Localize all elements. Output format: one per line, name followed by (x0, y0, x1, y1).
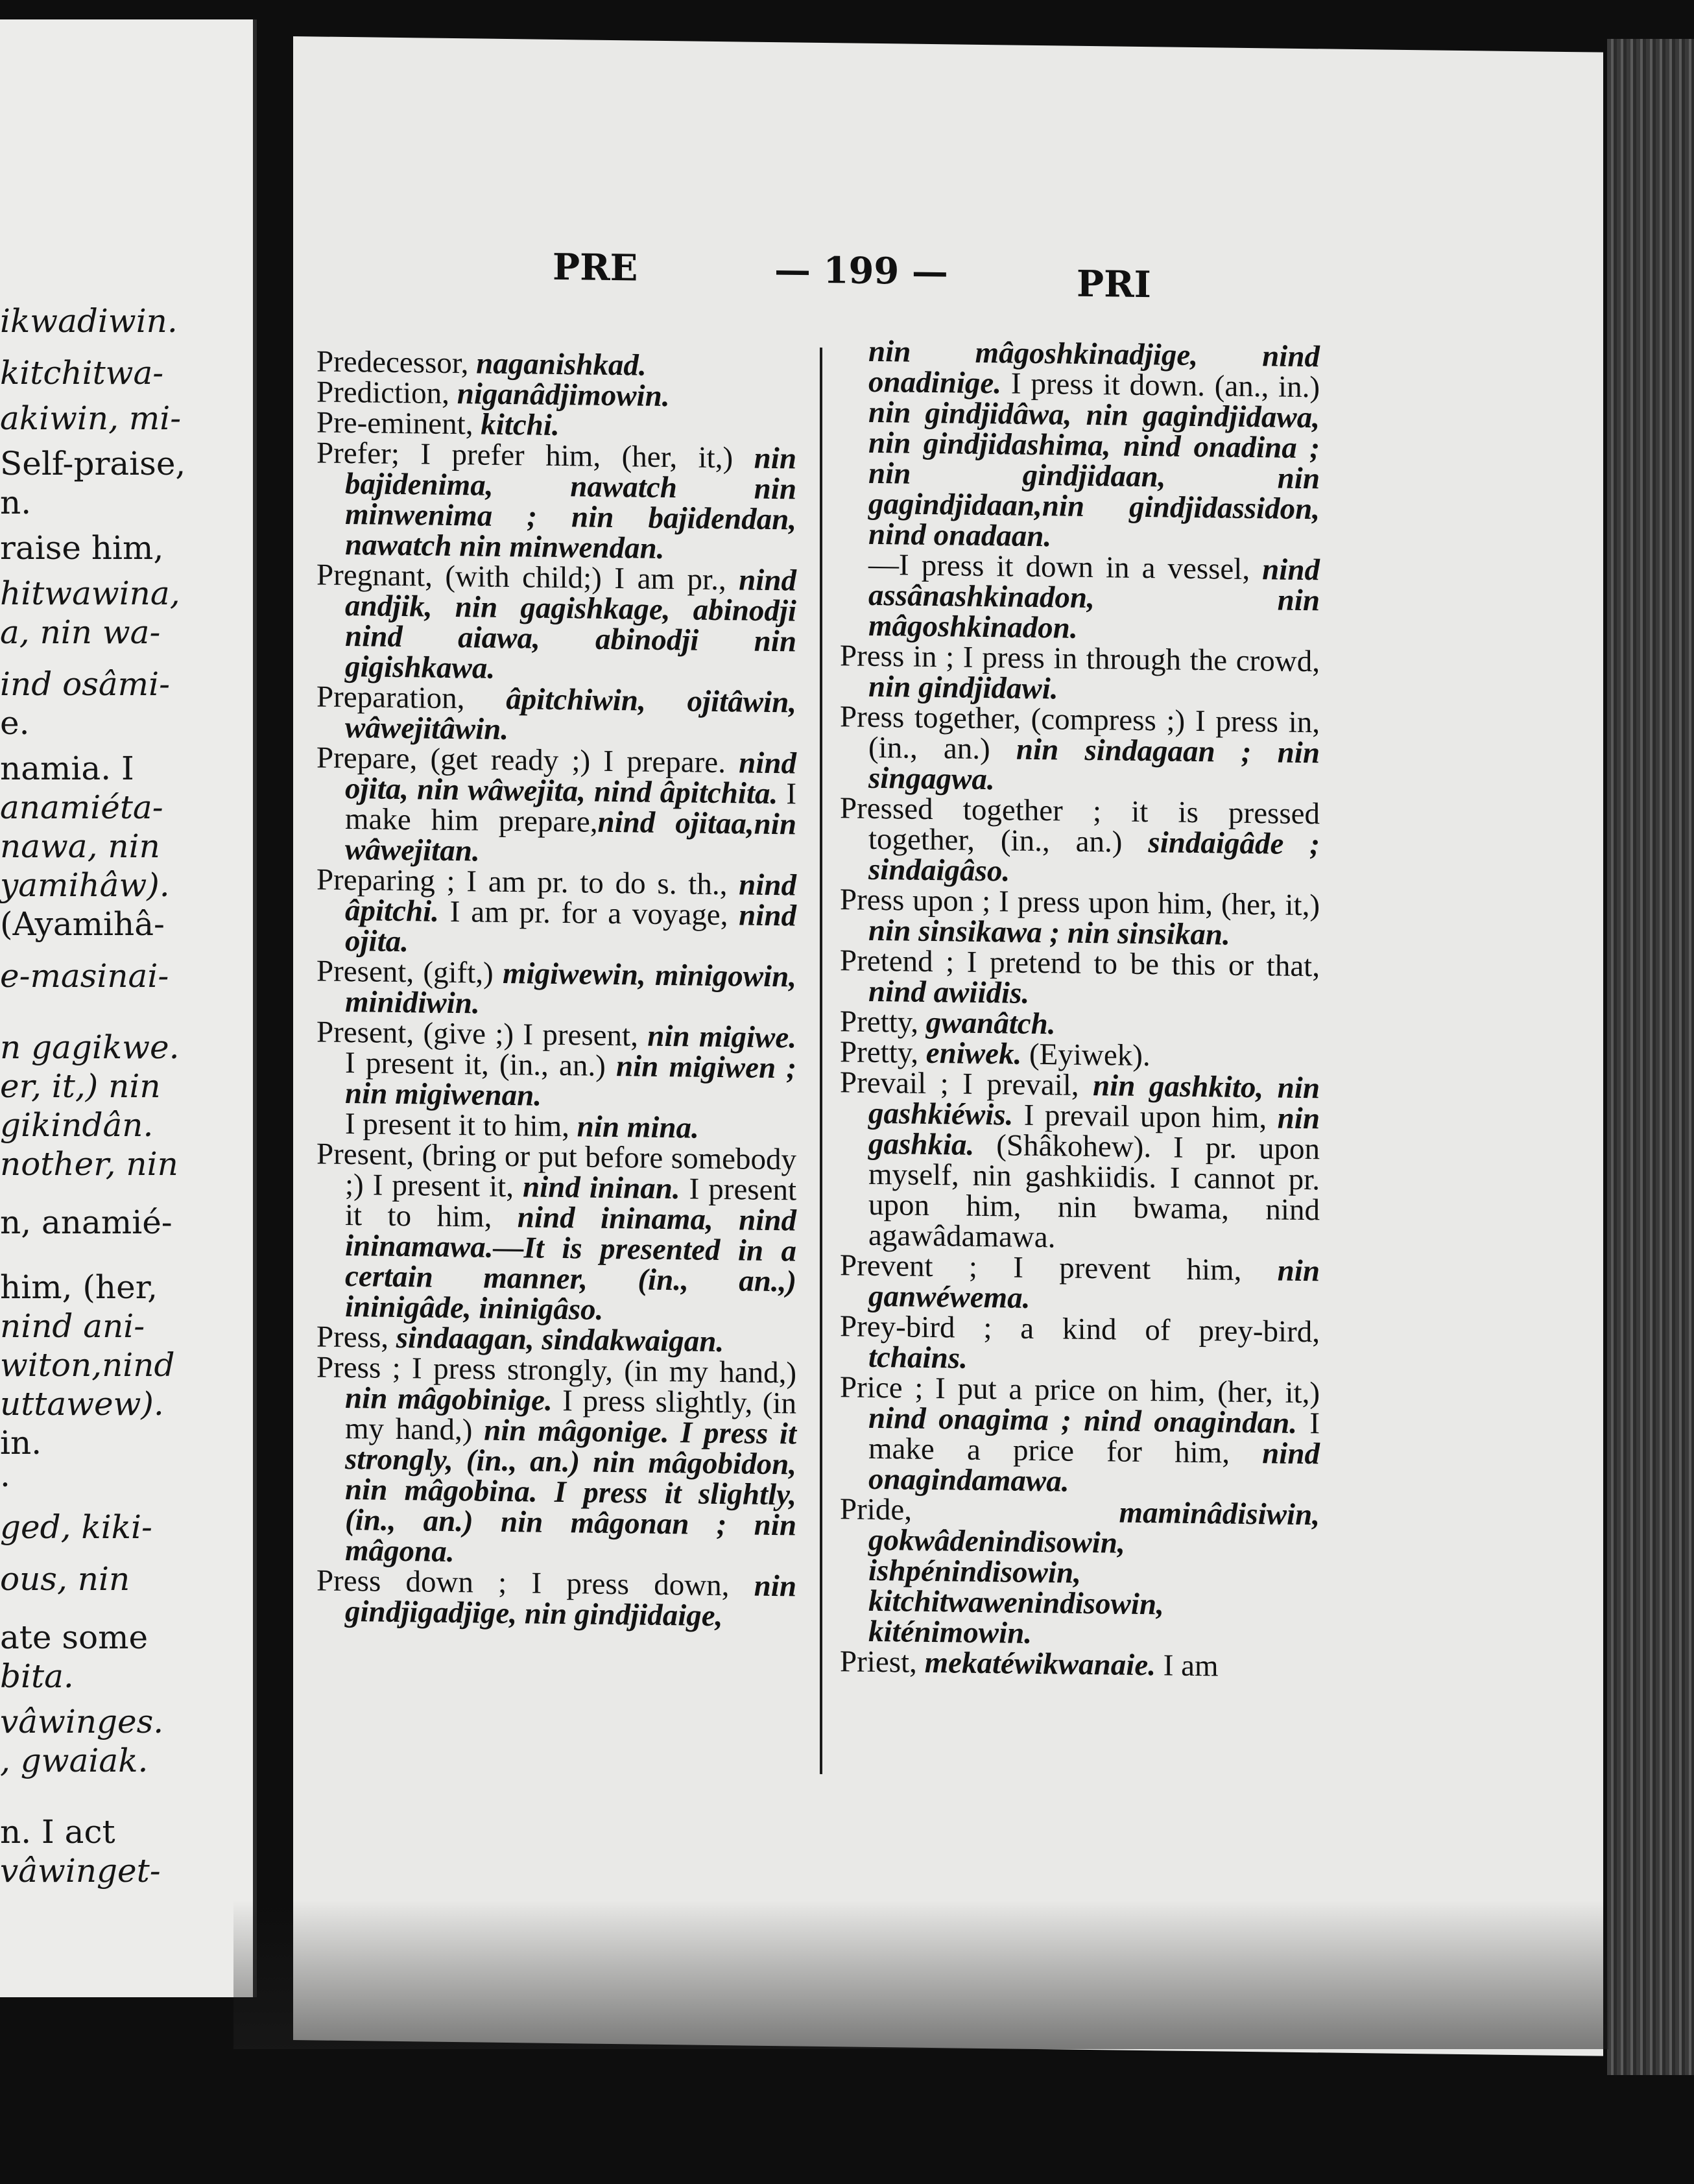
fragment-line: . (0, 1456, 10, 1494)
fragment-line: uttawew). (0, 1385, 164, 1423)
dictionary-entry (840, 793, 1320, 890)
translation: eniwek. (925, 1036, 1022, 1071)
headword: Press together, (compress ;) I press in, (in., an.) (840, 700, 1320, 766)
headword: Preparing ; I am pr. to do s. th., (316, 862, 739, 902)
translation: nind ininama, nind ininamawa.—It is presented in a certain manner, (in., an.,) ininigâde, ininigâso. (345, 1200, 796, 1327)
headword: Press, (316, 1320, 396, 1355)
headword: Pressed together ; it is pressed together, (in., an.) (840, 791, 1320, 860)
translation: nind onagima ; nind onagindan. (868, 1401, 1298, 1440)
gloss: I am pr. for a voyage, (438, 894, 739, 932)
dictionary-entry (316, 864, 796, 962)
dictionary-entry (840, 1646, 1320, 1683)
dictionary-entry (840, 641, 1320, 707)
headword: Pregnant, (with child;) I am pr., (316, 558, 739, 597)
book-page-edges (1607, 39, 1694, 2075)
gloss: I press slightly, (in my hand,) (345, 1383, 796, 1447)
headword: Preparation, (316, 680, 507, 717)
headword: Priest, (840, 1644, 925, 1680)
fragment-line: n. I act (0, 1813, 115, 1851)
headword: Predecessor, (316, 344, 477, 381)
dictionary-entry (840, 1311, 1320, 1378)
fragment-line: e-masinai- (0, 957, 169, 995)
dictionary-entry (316, 1017, 796, 1114)
dictionary-entry (840, 1372, 1320, 1500)
dictionary-entry (840, 1494, 1320, 1652)
bottom-shadow (233, 1900, 1608, 2049)
dictionary-entry (316, 742, 796, 870)
translation: nind assânashkinadon, nin mâgoshkinadon. (868, 552, 1320, 645)
fragment-line: e. (0, 704, 30, 742)
fragment-line: namia. I (0, 750, 134, 787)
fragment-line: er, it,) nin (0, 1067, 161, 1105)
translation: naganishkad. (476, 346, 647, 383)
dictionary-entry (840, 336, 1320, 555)
headword: Press down ; I press down, (316, 1563, 754, 1603)
translation: nin migiwe. (647, 1019, 796, 1055)
translation: nind andjik, nin gagishkage, abinodji nind aiawa, abinodji nin gigishkawa. (345, 563, 796, 685)
dictionary-entry (316, 1565, 796, 1632)
headword: Pre-eminent, (316, 405, 481, 442)
headword: Present, (gift,) (316, 954, 503, 990)
translation: nind onagindamawa. (868, 1436, 1320, 1499)
translation: sindaigâde ; sindaigâso. (868, 825, 1320, 888)
left-guide-word: PRE (553, 245, 638, 290)
headword: Press ; I press strongly, (in my hand,) (316, 1350, 796, 1390)
headword: Prevail ; I prevail, (840, 1065, 1093, 1103)
headword: Price ; I put a price on him, (her, it,) (840, 1370, 1320, 1410)
translation: nin sinsikawa ; nin sinsikan. (868, 913, 1230, 952)
dictionary-entry (316, 1139, 796, 1327)
translation: gwanâtch. (925, 1005, 1056, 1041)
headword: Pretend ; I pretend to be this or that, (840, 944, 1320, 984)
headword: Pretty, (840, 1004, 926, 1039)
headword: Press upon ; I press upon him, (her, it,) (840, 883, 1320, 923)
right-guide-word: PRI (1077, 262, 1151, 307)
fragment-line: Self-praise, (0, 445, 186, 482)
fragment-line: ind osâmi- (0, 665, 170, 703)
translation: nin mâgoshkinadjige, nind onadinige. (868, 334, 1320, 401)
fragment-line: bita. (0, 1657, 74, 1695)
fragment-line: ged, kiki- (0, 1508, 152, 1546)
fragment-line: anamiéta- (0, 789, 163, 826)
dictionary-entry (840, 945, 1320, 1012)
left-column (316, 346, 796, 1632)
fragment-line: nother, nin (0, 1145, 178, 1183)
gloss: I present it, (in., an.) (345, 1045, 616, 1084)
translation: nin mina. (577, 1110, 699, 1145)
column-divider (820, 348, 822, 1774)
translation: nin mâgobinige. (345, 1381, 553, 1418)
headword: Pride, (840, 1492, 1119, 1530)
fragment-line: nind ani- (0, 1307, 145, 1345)
dictionary-entry (840, 549, 1320, 647)
translation: nind awiidis. (868, 974, 1030, 1010)
translation: niganâdjimowin. (457, 377, 670, 414)
translation: nin sindagaan ; nin singagwa. (868, 732, 1320, 797)
dictionary-entry (316, 1352, 796, 1571)
fragment-line: n, anamié- (0, 1204, 173, 1241)
fragment-line: him, (her, (0, 1268, 158, 1306)
dictionary-entry (316, 956, 796, 1023)
fragment-line: n gagikwe. (0, 1028, 180, 1066)
dictionary-entry (840, 884, 1320, 951)
fragment-line: kitchitwa- (0, 354, 164, 392)
translation: nin gashkito, nin gashkiéwis. (868, 1069, 1320, 1132)
headword: Prefer; I prefer him, (her, it,) (316, 436, 754, 475)
fragment-line: hitwawina, (0, 575, 180, 612)
translation: migiwewin, minigowin, minidiwin. (345, 956, 796, 1021)
fragment-line: gikindân. (0, 1106, 154, 1144)
translation: nind ojitaa,nin wâwejitan. (345, 805, 796, 868)
translation: nind ininan. (522, 1170, 680, 1206)
gloss: I make a price for him, (868, 1406, 1320, 1471)
headword: Present, (give ;) I present, (316, 1015, 648, 1053)
dictionary-page (293, 36, 1603, 2056)
dictionary-entry (840, 1250, 1320, 1317)
gloss: I present it to him, (345, 1172, 797, 1235)
fragment-line: nawa, nin (0, 827, 160, 865)
gloss: I prevail upon him, (1013, 1098, 1278, 1135)
dictionary-entry (316, 438, 796, 565)
translation: mekatéwikwanaie. (924, 1645, 1156, 1683)
fragment-line: raise him, (0, 529, 164, 567)
dictionary-entry (840, 702, 1320, 799)
translation: nind ojita, nin wâwejita, nind âpitchita. (345, 746, 796, 811)
previous-page-fragment (0, 19, 257, 1997)
headword: Prey-bird ; a kind of prey-bird, (840, 1309, 1320, 1349)
fragment-line: witon,nind (0, 1346, 175, 1384)
fragment-line: ous, nin (0, 1560, 130, 1598)
headword: Press in ; I press in through the crowd, (840, 639, 1320, 679)
translation: nind ojita. (345, 898, 796, 959)
translation: nin bajidenima, nawatch nin minwenima ; nin bajidendan, nawatch nin minwendan. (345, 441, 796, 565)
dictionary-entry (316, 682, 796, 748)
fragment-line: ate some (0, 1619, 149, 1656)
fragment-line: akiwin, mi- (0, 399, 182, 437)
right-column (840, 336, 1320, 1683)
fragment-line: vâwinget- (0, 1852, 161, 1890)
fragment-line: a, nin wa- (0, 613, 161, 651)
translation: nin mâgonige. I press it strongly, (in., an.) nin mâgobidon, nin mâgobina. I press it slightly, (in., an.) nin mâgonan ; nin mâgona. (345, 1413, 797, 1569)
headword: Prediction, (316, 375, 457, 411)
translation: nind âpitchi. (345, 868, 796, 929)
headword: I present it to him, (345, 1106, 577, 1144)
translation: nin gindjidâwa, nin gagindjidawa, nin gindjidashima, nind onadina ; nin gindjidaan, nin gagindjidaan,nin gindjidassidon, nind onadaan. (868, 395, 1320, 554)
translation: nin gindjidawi. (868, 669, 1058, 706)
fragment-line: , gwaiak. (0, 1742, 149, 1779)
headword: Prepare, (get ready ;) I prepare. (316, 741, 739, 780)
translation: nin gashkia. (868, 1101, 1320, 1162)
gloss: (Shâkohew). I pr. upon myself, nin gashkiidis. I cannot pr. upon him, nin bwama, nind agawâdamawa. (868, 1128, 1320, 1255)
translation: âpitchiwin, ojitâwin, wâwejitâwin. (345, 682, 796, 747)
fragment-line: vâwinges. (0, 1703, 164, 1740)
fragment-line: yamihâw). (0, 866, 170, 904)
dictionary-entry (316, 560, 796, 687)
headword: —I press it down in a vessel, (868, 547, 1263, 587)
page-number: — 199 — (774, 248, 948, 294)
fragment-line: ikwadiwin. (0, 302, 178, 340)
translation: tchains. (868, 1340, 968, 1375)
gloss: (Eyiwek). (1021, 1037, 1151, 1073)
fragment-line: (Ayamihâ- (0, 905, 165, 943)
fragment-line: in. (0, 1424, 42, 1462)
translation: nin migiwen ; nin migiwenan. (345, 1049, 796, 1113)
fragment-line: n. (0, 484, 32, 521)
translation: kitchi. (481, 407, 560, 443)
translation: maminâdisiwin, gokwâdenindisowin, ishpénindisowin, kitchitwawenindisowin, kiténimowin. (868, 1495, 1320, 1650)
translation: nin ganwéwema. (868, 1253, 1320, 1315)
page-header (293, 243, 1603, 317)
gloss: I press it down. (an., in.) (1001, 366, 1320, 405)
gloss: I make him prepare, (345, 777, 797, 839)
headword: Present, (bring or put before somebody ;) I present it, (316, 1137, 796, 1204)
headword: Prevent ; I prevent him, (840, 1248, 1278, 1288)
dictionary-entry (840, 1067, 1320, 1256)
headword: Pretty, (840, 1035, 926, 1070)
translation: sindaagan, sindakwaigan. (396, 1320, 724, 1359)
translation: nin gindjigadjige, nin gindjidaige, (345, 1569, 796, 1633)
gloss: I am (1155, 1648, 1219, 1683)
